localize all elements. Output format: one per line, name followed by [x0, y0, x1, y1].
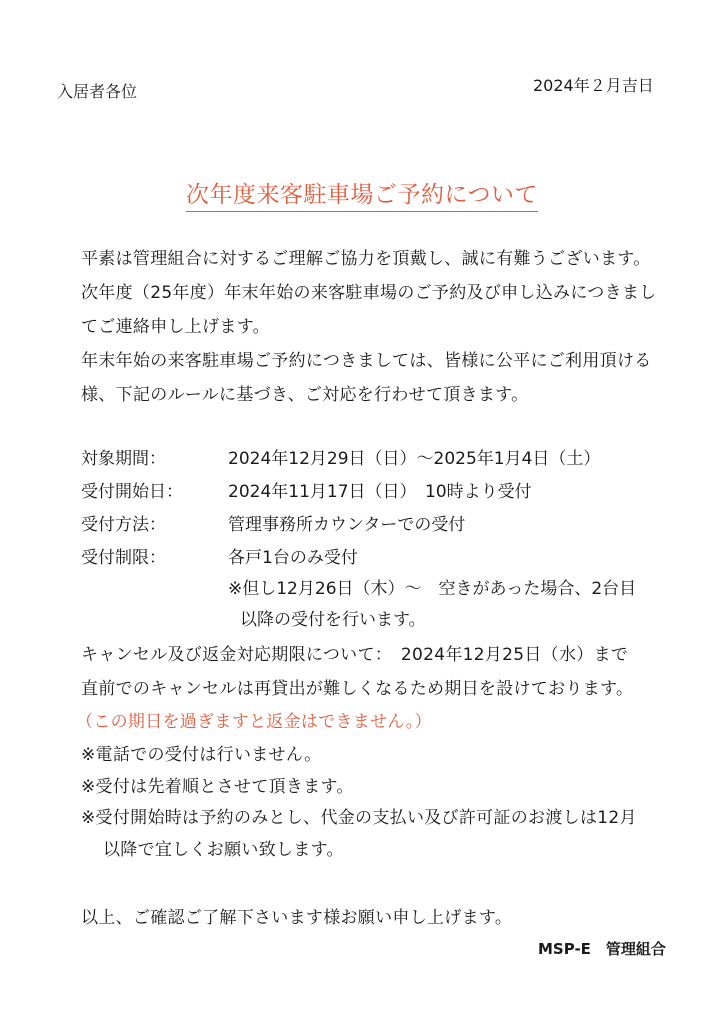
method-value: 管理事務所カウンターでの受付: [228, 515, 466, 535]
cancel-deadline: キャンセル及び返金対応期限について： 2024年12月25日（水）まで: [81, 645, 629, 665]
signature: MSP-E 管理組合: [538, 940, 666, 958]
note-item: ※電話での受付は行いません。: [81, 745, 322, 765]
intro-line: てご連絡申し上げます。: [81, 317, 270, 337]
intro-line: 平素は管理組合に対するご理解ご協力を頂戴し、誠に有難うございます。: [81, 249, 651, 269]
period-value: 2024年12月29日（日）～2025年1月4日（土）: [228, 449, 601, 469]
limit-label: 受付制限：: [81, 548, 166, 568]
cancel-explanation: 直前でのキャンセルは再貸出が難しくなるため期日を設けております。: [81, 679, 634, 699]
document-date: 2024年２月吉日: [533, 76, 654, 95]
limit-note-continued: 以降の受付を行います。: [240, 610, 426, 630]
method-label: 受付方法：: [81, 515, 166, 535]
intro-line: 様、下記のルールに基づき、ご対応を行わせて頂きます。: [81, 385, 529, 405]
limit-note: ※但し12月26日（木）～ 空きがあった場合、2台目: [228, 579, 637, 599]
document-title-text: 次年度来客駐車場ご予約について: [186, 182, 538, 212]
intro-line: 次年度（25年度）年末年始の来客駐車場のご予約及び申し込みにつきまし: [81, 283, 657, 303]
note-item-continued: 以降で宜しくお願い致します。: [103, 840, 344, 860]
start-date-label: 受付開始日：: [81, 482, 183, 502]
start-date-value: 2024年11月17日（日） 10時より受付: [228, 482, 532, 502]
note-item: ※受付は先着順とさせて頂きます。: [81, 777, 354, 797]
closing-text: 以上、ご確認ご了解下さいます様お願い申し上げます。: [81, 908, 513, 928]
document-title: [0, 176, 724, 209]
period-label: 対象期間：: [81, 449, 166, 469]
addressee: 入居者各位: [57, 82, 138, 101]
note-item: ※受付開始時は予約のみとし、代金の支払い及び許可証のお渡しは12月: [81, 808, 637, 828]
limit-value: 各戸1台のみ受付: [228, 548, 358, 568]
refund-warning: （この期日を過ぎますと返金はできません。）: [76, 712, 432, 732]
intro-line: 年末年始の来客駐車場ご予約につきましては、皆様に公平にご利用頂ける: [81, 351, 652, 371]
